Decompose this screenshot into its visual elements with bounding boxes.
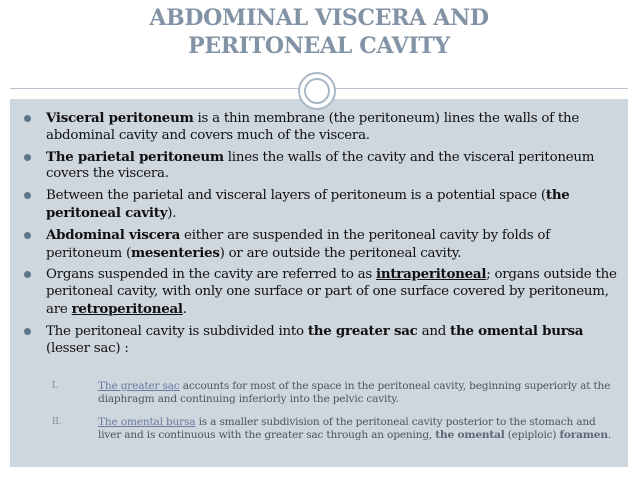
circle-ornament-icon bbox=[298, 72, 336, 110]
title-line-1: ABDOMINAL VISCERA AND bbox=[149, 5, 489, 31]
sub-item-number: II. bbox=[52, 417, 62, 427]
bullet-text: Organs suspended in the cavity are referred to as bbox=[46, 267, 377, 283]
bullet-text: ; organs outside the peritoneal cavity, with only one surface or part of one surface covered by peritoneum, are bbox=[46, 267, 617, 317]
bullet-bold: Abdominal viscera bbox=[46, 226, 181, 243]
sub-item-link[interactable]: The omental bursa bbox=[98, 416, 196, 428]
bullet-text: Between the parietal and visceral layers of peritoneum is a potential space ( bbox=[46, 188, 546, 204]
bullet-bold: Visceral peritoneum bbox=[46, 110, 194, 126]
sub-item-body: is a smaller subdivision of the peritoneal cavity posterior to the stomach and liver and is continuous with the greater sac through an opening, bbox=[98, 416, 596, 442]
bullet-bold: the omental bursa bbox=[450, 322, 584, 339]
sub-item-bold: foramen bbox=[559, 429, 608, 442]
sub-item bbox=[20, 380, 620, 407]
bullet-dot-icon bbox=[24, 232, 31, 239]
bullet-item bbox=[20, 266, 620, 318]
sub-item-text bbox=[98, 416, 620, 443]
circle-ornament-inner-icon bbox=[304, 78, 330, 104]
bullet-text: either are suspended in the peritoneal cavity by folds of peritoneum ( bbox=[46, 227, 550, 261]
sub-item-body: . bbox=[607, 429, 611, 442]
bullet-dot-icon bbox=[24, 115, 31, 122]
bullet-item bbox=[20, 149, 620, 184]
bullet-item bbox=[20, 323, 620, 358]
bullet-text: is a thin membrane (the peritoneum) lines the walls of the abdominal cavity and covers much of the viscera. bbox=[46, 111, 580, 143]
sub-item-link[interactable]: The greater sac bbox=[98, 380, 180, 392]
bullet-bold-underlined: intraperitoneal bbox=[376, 266, 487, 283]
title-line-2: PERITONEAL CAVITY bbox=[188, 33, 450, 59]
bullet-text: . bbox=[182, 301, 187, 317]
sub-item bbox=[20, 416, 620, 443]
bullet-bold: the peritoneal cavity bbox=[46, 187, 570, 221]
bullet-bold-underlined: retroperitoneal bbox=[71, 300, 183, 317]
bullet-bold: the greater sac bbox=[307, 322, 418, 339]
bullet-bold: mesenteries bbox=[130, 244, 220, 261]
sub-item-bold: the omental bbox=[435, 429, 505, 442]
sub-item-body: accounts for most of the space in the peritoneal cavity, beginning superiorly at the diaphragm and continuing inferiorly into the pelvic cavity. bbox=[98, 380, 611, 406]
bullet-dot-icon bbox=[24, 328, 31, 335]
sub-item-text bbox=[98, 380, 620, 407]
sub-item-number: I. bbox=[52, 381, 59, 391]
sub-item-body: (epiploic) bbox=[504, 429, 560, 442]
bullet-text: lines the walls of the cavity and the visceral peritoneum covers the viscera. bbox=[46, 149, 595, 182]
bullet-text: The peritoneal cavity is subdivided into bbox=[46, 323, 308, 339]
bullet-text: and bbox=[417, 323, 451, 339]
bullet-item bbox=[20, 187, 620, 223]
bullet-text: ). bbox=[167, 205, 177, 221]
bullet-item bbox=[20, 110, 620, 145]
bullet-dot-icon bbox=[24, 271, 31, 278]
bullet-bold: The parietal peritoneum bbox=[46, 148, 224, 165]
bullet-dot-icon bbox=[24, 192, 31, 199]
slide-title bbox=[0, 4, 638, 60]
bullet-text: (lesser sac) : bbox=[46, 340, 129, 356]
bullet-list bbox=[20, 110, 620, 361]
bullet-dot-icon bbox=[24, 154, 31, 161]
bullet-item bbox=[20, 227, 620, 263]
bullet-text: ) or are outside the peritoneal cavity. bbox=[219, 245, 462, 261]
